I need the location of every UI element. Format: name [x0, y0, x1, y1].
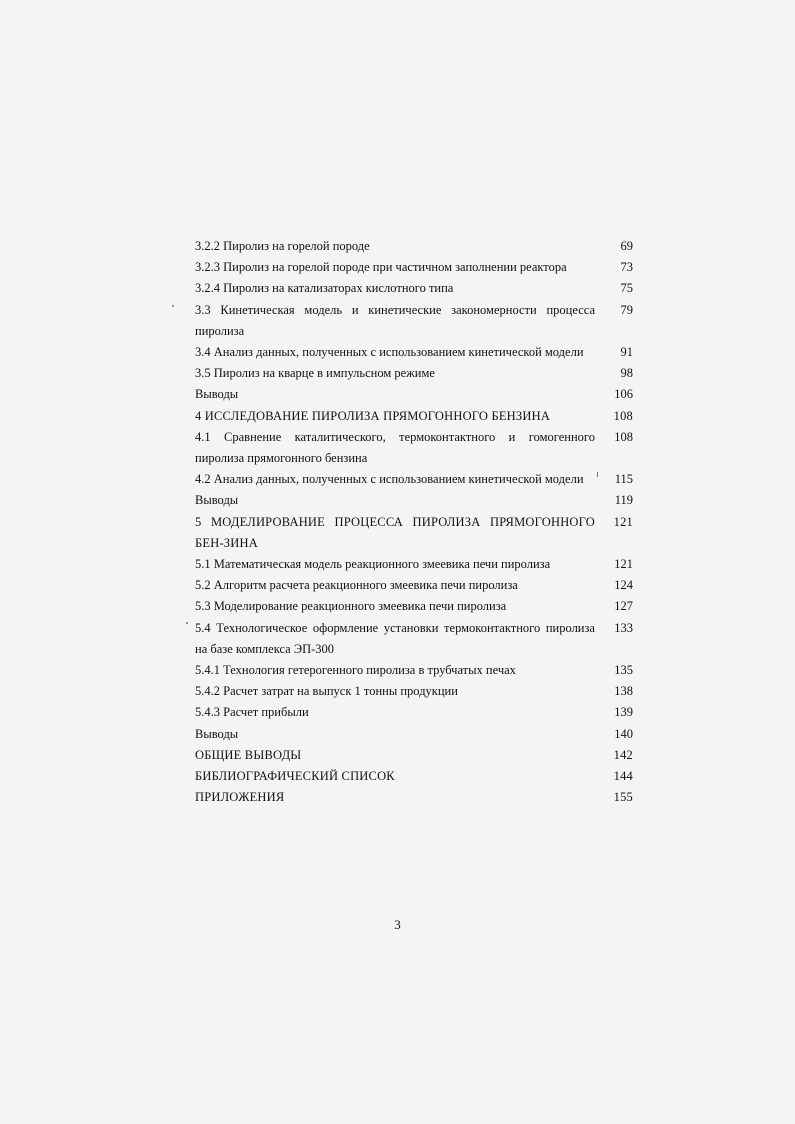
toc-entry-page: 108: [613, 408, 633, 423]
toc-entry-title: 3.4 Анализ данных, полученных с использованием кинетической модели: [195, 345, 584, 360]
toc-entry: [195, 427, 633, 469]
toc-entry-page: 140: [614, 726, 633, 741]
toc-entry: [195, 702, 633, 723]
table-of-contents: [195, 236, 633, 808]
toc-entry-title: 3.2.4 Пиролиз на катализаторах кислотного типа: [195, 281, 454, 296]
page-number: 3: [394, 917, 401, 932]
toc-entry-page: 79: [620, 302, 633, 317]
toc-entry-title: 4.2 Анализ данных, полученных с использованием кинетической модели: [195, 472, 584, 487]
toc-entry-page: 98: [620, 366, 633, 381]
toc-entry-title: 5.4.2 Расчет затрат на выпуск 1 тонны продукции: [195, 684, 458, 699]
toc-entry-title: 5.4.1 Технология гетерогенного пиролиза в трубчатых печах: [195, 663, 516, 678]
toc-entry-title: 4 ИССЛЕДОВАНИЕ ПИРОЛИЗА ПРЯМОГОННОГО БЕНЗИНА: [195, 408, 551, 423]
toc-entry: [195, 363, 633, 384]
toc-entry-title: 5.3 Моделирование реакционного змеевика печи пиролиза: [195, 599, 507, 614]
scan-speck: [597, 472, 598, 477]
scan-speck: [186, 622, 188, 624]
toc-entry: [195, 342, 633, 363]
toc-entry-title: ОБЩИЕ ВЫВОДЫ: [195, 747, 302, 762]
toc-entry-title: 5.4.3 Расчет прибыли: [195, 705, 309, 720]
toc-entry-title: 3.2.3 Пиролиз на горелой породе при частичном заполнении реактора: [195, 260, 567, 275]
toc-entry: [195, 660, 633, 681]
toc-entry-title: 5 МОДЕЛИРОВАНИЕ ПРОЦЕССА ПИРОЛИЗА ПРЯМОГОННОГО БЕН-ЗИНА: [195, 514, 595, 550]
toc-entry-page: 139: [614, 705, 633, 720]
toc-entry-page: 135: [614, 663, 633, 678]
toc-entry-page: 142: [613, 747, 633, 762]
toc-chapter: [195, 787, 633, 808]
toc-entry-title: Выводы: [195, 387, 239, 402]
toc-entry-page: 121: [614, 557, 633, 572]
toc-entry: [195, 490, 633, 511]
toc-entry: [195, 618, 633, 660]
toc-entry: [195, 300, 633, 342]
toc-entry-title: 5.2 Алгоритм расчета реакционного змеевика печи пиролиза: [195, 578, 518, 593]
toc-entry-title: 4.1 Сравнение каталитического, термоконтактного и гомогенного пиролиза прямогонного бензина: [195, 429, 595, 466]
toc-entry-page: 91: [620, 345, 633, 360]
toc-entry-page: 75: [620, 281, 633, 296]
toc-entry: [195, 469, 633, 490]
toc-entry: [195, 575, 633, 596]
toc-entry: [195, 681, 633, 702]
toc-chapter: [195, 745, 633, 766]
toc-entry-page: 108: [614, 429, 633, 444]
toc-entry-page: 144: [613, 769, 633, 784]
toc-entry-title: 5.4 Технологическое оформление установки термоконтактного пиролиза на базе комплекса ЭП-300: [195, 620, 595, 656]
toc-chapter: [195, 406, 633, 427]
toc-entry-page: 69: [620, 239, 633, 253]
toc-entry-page: 133: [614, 620, 633, 635]
toc-entry-title: 3.3 Кинетическая модель и кинетические закономерности процесса пиролиза: [195, 302, 595, 338]
toc-entry-page: 138: [614, 684, 633, 699]
toc-entry-page: 127: [614, 599, 633, 614]
toc-chapter: [195, 512, 633, 554]
toc-entry: [195, 236, 633, 257]
toc-entry-page: 124: [614, 578, 633, 593]
toc-entry: [195, 596, 633, 617]
toc-entry: [195, 384, 633, 405]
toc-entry-title: 5.1 Математическая модель реакционного змеевика печи пиролиза: [195, 557, 551, 572]
toc-entry-page: 115: [614, 472, 633, 487]
toc-entry-title: ПРИЛОЖЕНИЯ: [195, 790, 285, 805]
scan-speck: [172, 305, 174, 307]
toc-entry-page: 119: [614, 493, 633, 508]
toc-entry: [195, 278, 633, 299]
toc-entry-title: 3.5 Пиролиз на кварце в импульсном режиме: [195, 366, 435, 381]
toc-entry-page: 155: [613, 790, 633, 805]
toc-chapter: [195, 766, 633, 787]
toc-entry-title: Выводы: [195, 726, 239, 741]
toc-entry-title: Выводы: [195, 493, 239, 508]
toc-entry-title: 3.2.2 Пиролиз на горелой породе: [195, 239, 370, 253]
toc-entry-page: 106: [614, 387, 633, 402]
toc-entry-page: 73: [620, 260, 633, 275]
toc-entry-title: БИБЛИОГРАФИЧЕСКИЙ СПИСОК: [195, 769, 395, 784]
toc-entry: [195, 724, 633, 745]
toc-entry-page: 121: [613, 514, 633, 529]
toc-entry: [195, 257, 633, 278]
toc-entry: [195, 554, 633, 575]
